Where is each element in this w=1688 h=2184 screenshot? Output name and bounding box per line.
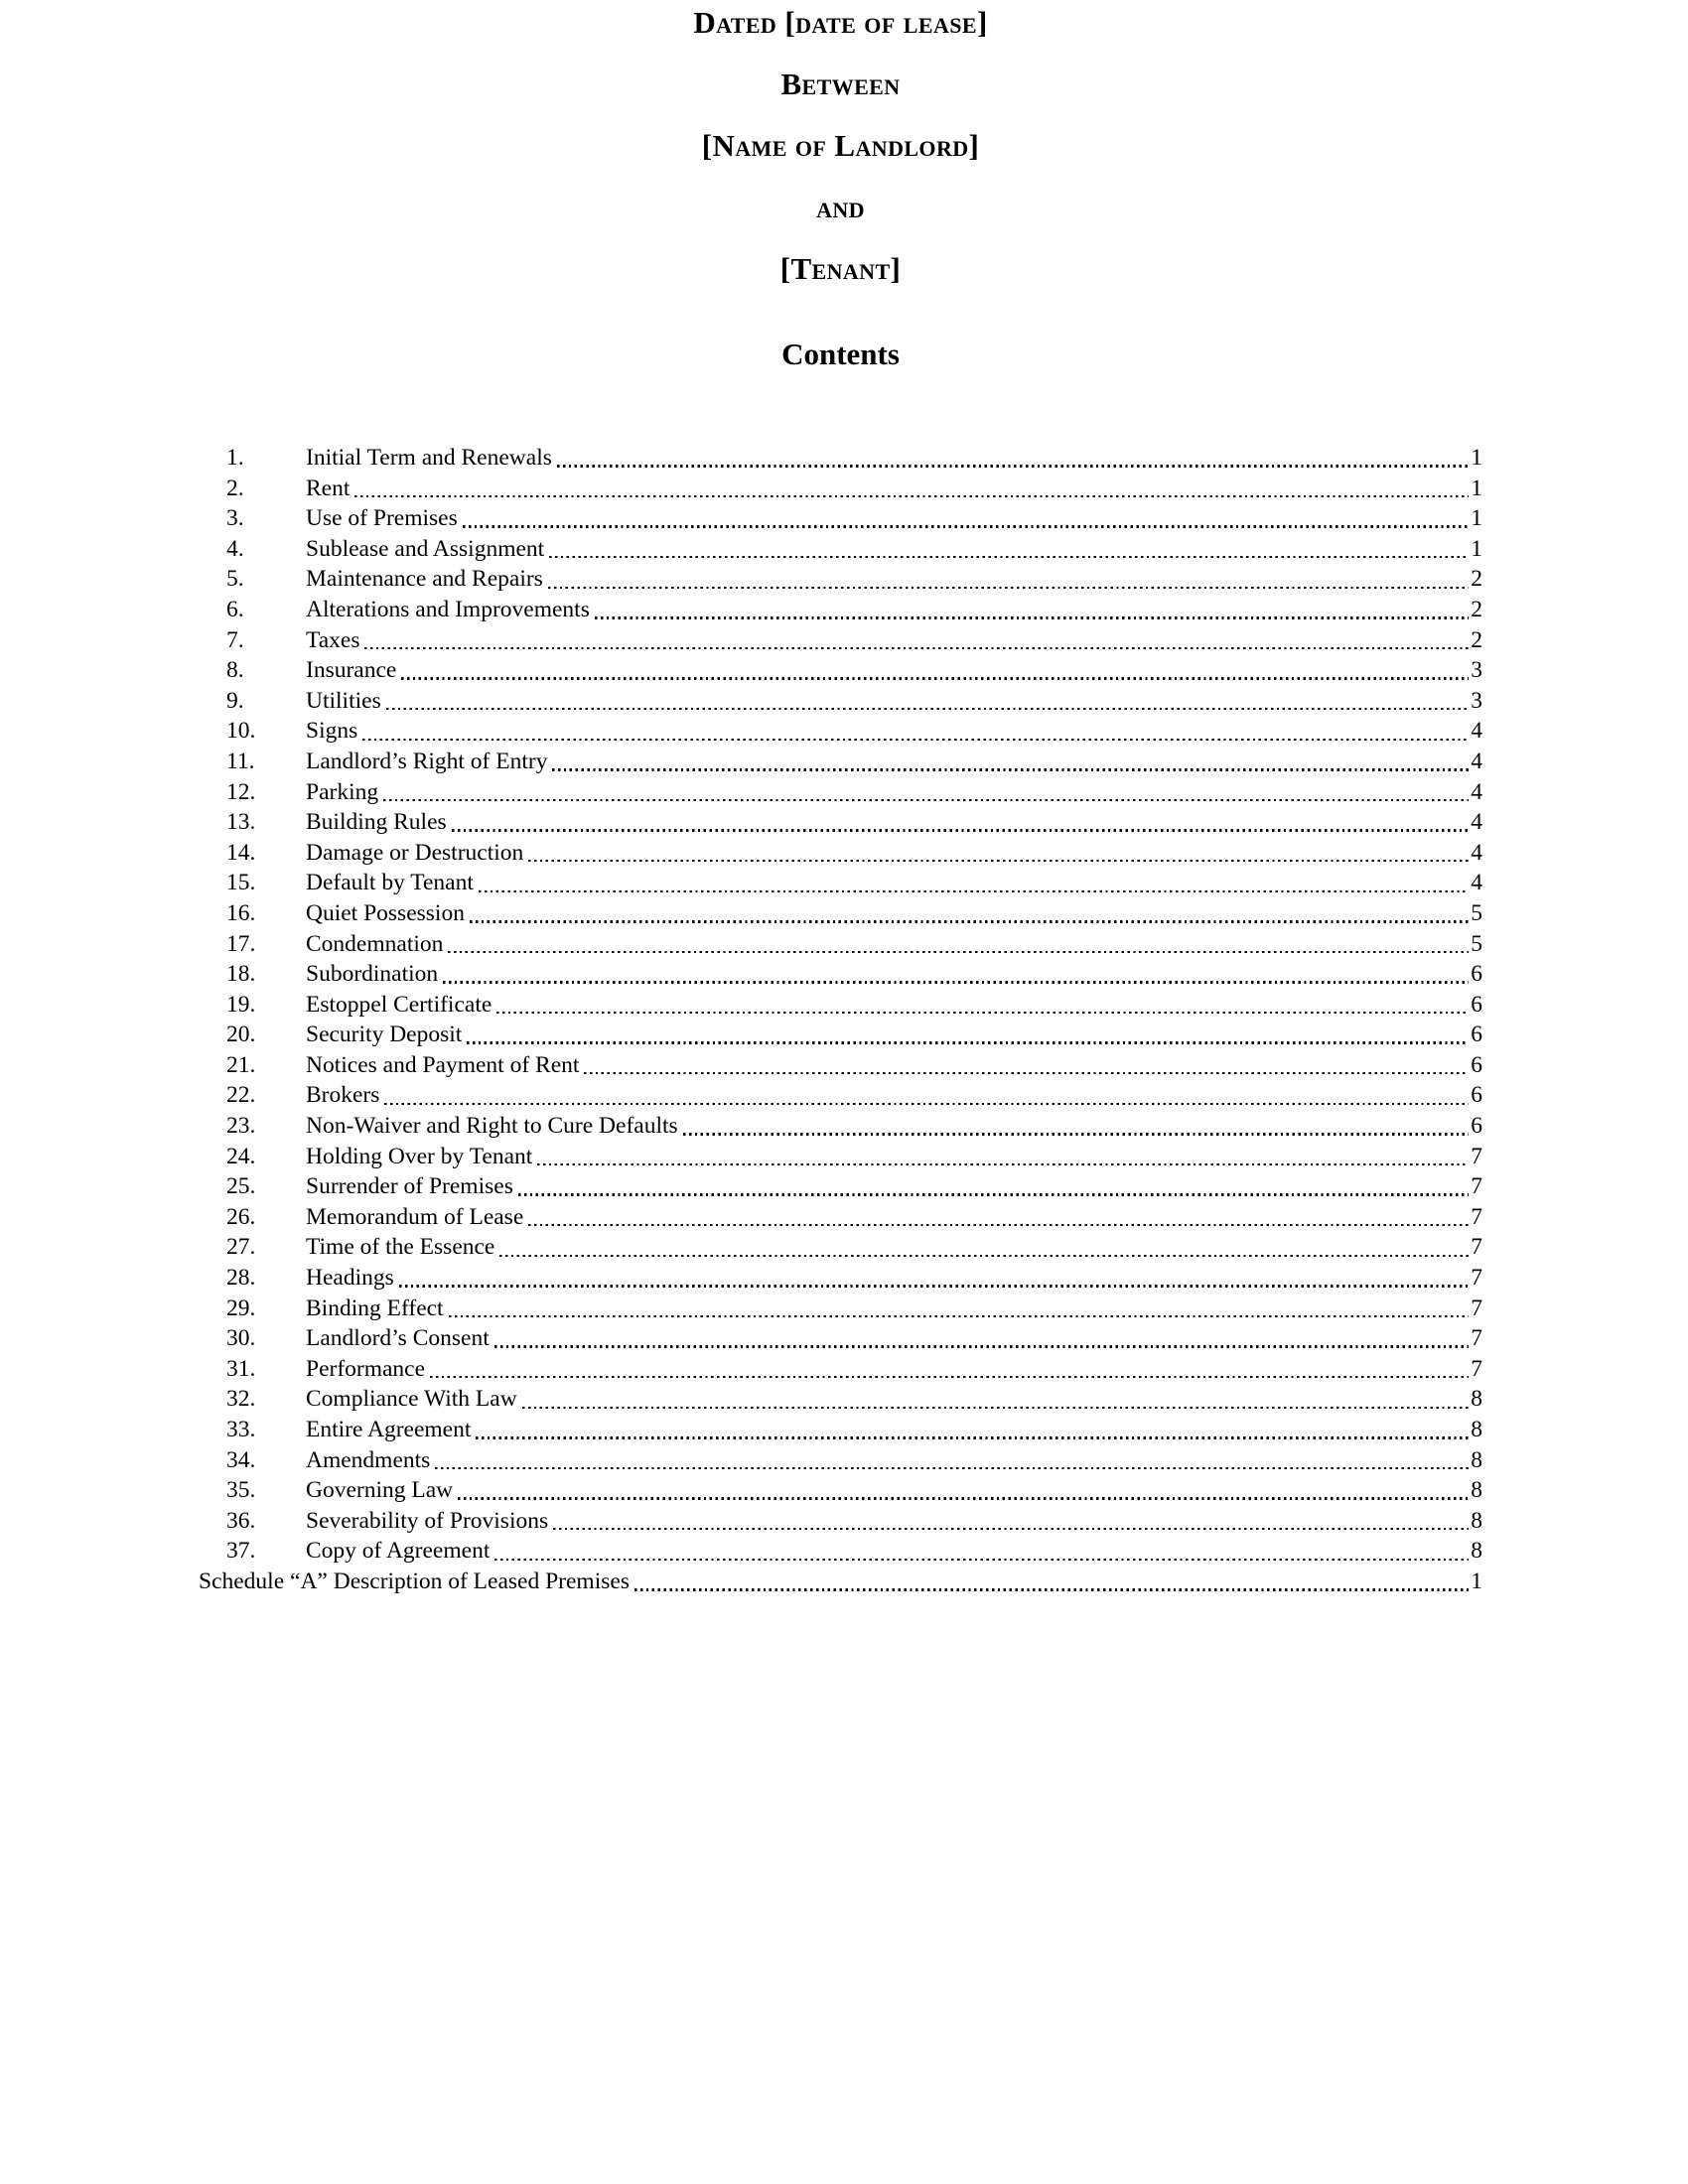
toc-item-page: 6 [1471,991,1482,1018]
toc-item-page: 7 [1471,1355,1482,1382]
dot-leader [522,1384,1470,1415]
toc-row [199,1294,1482,1324]
toc-item-number: 23. [226,1113,256,1140]
toc-item-title: Signs [306,718,358,745]
toc-item-page: 5 [1471,899,1482,926]
dot-leader [401,655,1469,686]
toc-item-title: Memorandum of Lease [306,1203,524,1230]
toc-row [199,1506,1482,1537]
toc-item-page: 4 [1471,839,1482,866]
toc-item-page: 8 [1471,1538,1482,1565]
toc-item-page: 8 [1471,1386,1482,1413]
dot-leader [435,1445,1469,1476]
dot-leader [548,564,1469,595]
toc-row [199,1050,1482,1081]
toc-row [199,1536,1482,1567]
landlord-line: [Name of Landlord] [701,128,980,163]
toc-item-number: 35. [226,1477,256,1504]
toc-item-number: 17. [226,930,256,957]
toc-item-page: 3 [1471,687,1482,714]
toc-item-number: 34. [226,1446,256,1473]
toc-item-number: 31. [226,1355,256,1382]
dot-leader [584,1050,1469,1081]
dot-leader [470,898,1469,929]
toc-item-page: 1 [1471,475,1482,501]
toc-item-number: 12. [226,778,256,805]
toc-item-title: Surrender of Premises [306,1173,513,1200]
dot-leader [448,929,1469,960]
toc-item-page: 1 [1471,535,1482,562]
dot-leader [518,1171,1469,1202]
toc-item-page: 2 [1471,596,1482,622]
dot-leader [476,1415,1469,1445]
toc-item-number: 4. [226,535,244,562]
and-line: and [816,190,865,224]
toc-row [199,747,1482,777]
toc-item-title: Security Deposit [306,1022,463,1048]
dot-leader [528,1202,1469,1233]
toc-item-number: 28. [226,1265,256,1292]
toc-item-page: 4 [1471,748,1482,774]
toc-item-page: 7 [1471,1295,1482,1321]
dated-line: Dated [date of lease] [693,5,988,40]
toc-item-page: 2 [1471,626,1482,653]
toc-item-page: 8 [1471,1507,1482,1534]
toc-item-number: 10. [226,718,256,745]
dot-leader [458,1475,1469,1506]
dot-leader [553,1506,1469,1537]
toc-item-title: Compliance With Law [306,1386,517,1413]
toc-row [199,595,1482,625]
toc-row-schedule [199,1567,1482,1597]
dot-leader [430,1354,1469,1385]
toc-item-number: 20. [226,1022,256,1048]
toc-item-title: Headings [306,1265,394,1292]
toc-item-number: 7. [226,626,244,653]
toc-item-number: 2. [226,475,244,501]
toc-row [199,898,1482,929]
toc-item-number: 22. [226,1082,256,1109]
toc-item-title: Insurance [306,657,397,684]
dot-leader [549,534,1469,565]
toc-row [199,1111,1482,1142]
toc-item-title: Governing Law [306,1477,454,1504]
toc-item-title: Notices and Payment of Rent [306,1051,580,1078]
tenant-line: [Tenant] [779,251,902,286]
toc-row [199,1020,1482,1050]
toc-item-page: 8 [1471,1446,1482,1473]
toc-item-title: Landlord’s Right of Entry [306,748,548,774]
toc-item-title: Entire Agreement [306,1417,472,1442]
toc-item-title: Parking [306,778,379,805]
toc-row [199,1323,1482,1354]
toc-item-page: 4 [1471,718,1482,745]
toc-item-page: 5 [1471,930,1482,957]
toc-item-page: 4 [1471,809,1482,836]
toc-item-number: 36. [226,1507,256,1534]
toc-item-title: Subordination [306,961,439,988]
toc-item-page: 7 [1471,1325,1482,1352]
contents-heading: Contents [781,337,900,371]
dot-leader [557,443,1469,474]
toc-item-number: 26. [226,1203,256,1230]
toc-item-title: Amendments [306,1446,431,1473]
toc-item-page: 1 [1471,445,1482,471]
toc-row [199,1384,1482,1415]
toc-item-title: Alterations and Improvements [306,596,590,622]
toc-item-number: 37. [226,1538,256,1565]
toc-row [199,807,1482,838]
toc-item-number: 9. [226,687,244,714]
toc-item-title: Quiet Possession [306,899,465,926]
toc-item-page: 8 [1471,1477,1482,1504]
toc-item-number: 33. [226,1417,256,1442]
toc-item-number: 24. [226,1143,256,1169]
dot-leader [467,1020,1469,1050]
dot-leader [528,838,1469,869]
toc-item-number: 27. [226,1234,256,1261]
toc-item-number: 8. [226,657,244,684]
toc-item-title: Non-Waiver and Right to Cure Defaults [306,1113,678,1140]
toc-row [199,655,1482,686]
toc-item-page: 1 [1471,505,1482,532]
toc-item-number: 15. [226,870,256,896]
toc-item-page: 6 [1471,1113,1482,1140]
toc-item-title: Sublease and Assignment [306,535,545,562]
dot-leader [383,777,1469,808]
dot-leader [494,1323,1470,1354]
toc-item-page: 7 [1471,1234,1482,1261]
toc-item-number: 21. [226,1051,256,1078]
toc-item-title: Condemnation [306,930,444,957]
toc-row [199,1415,1482,1445]
toc-row [199,990,1482,1021]
toc-row [199,1142,1482,1172]
toc-row [199,443,1482,474]
toc-item-page: 7 [1471,1203,1482,1230]
dot-leader [499,1232,1469,1263]
toc-item-number: 11. [226,748,255,774]
toc-item-page: 7 [1471,1143,1482,1169]
dot-leader [537,1142,1469,1172]
dot-leader [552,747,1469,777]
toc-item-number: 6. [226,596,244,622]
toc-item-title: Brokers [306,1082,380,1109]
toc-item-page: 4 [1471,870,1482,896]
toc-list [199,443,1482,1597]
toc-item-number: 14. [226,839,256,866]
toc-item-title: Utilities [306,687,381,714]
toc-item-title: Taxes [306,626,360,653]
toc-item-number: 30. [226,1325,256,1352]
toc-item-number: 19. [226,991,256,1018]
dot-leader [452,807,1470,838]
toc-item-number: 29. [226,1295,256,1321]
toc-item-title: Estoppel Certificate [306,991,492,1018]
toc-row [199,929,1482,960]
toc-item-number: 18. [226,961,256,988]
toc-item-title: Binding Effect [306,1295,444,1321]
toc-row [199,1202,1482,1233]
toc-item-title: Schedule “A” Description of Leased Premises [199,1568,630,1594]
toc-item-number: 32. [226,1386,256,1413]
dot-leader [683,1111,1470,1142]
toc-row [199,716,1482,747]
toc-item-title: Holding Over by Tenant [306,1143,533,1169]
toc-item-title: Severability of Provisions [306,1507,549,1534]
toc-item-number: 25. [226,1173,256,1200]
toc-row [199,503,1482,534]
dot-leader [494,1536,1469,1567]
dot-leader [449,1294,1470,1324]
toc-item-number: 3. [226,505,244,532]
toc-item-page: 6 [1471,1082,1482,1109]
dot-leader [362,716,1469,747]
dot-leader [354,474,1469,504]
toc-row [199,1080,1482,1111]
toc-row [199,777,1482,808]
toc-item-title: Performance [306,1355,426,1382]
dot-leader [496,990,1469,1021]
toc-row [199,625,1482,656]
toc-row [199,474,1482,504]
toc-row [199,959,1482,990]
toc-item-title: Building Rules [306,809,447,836]
toc-item-title: Initial Term and Renewals [306,445,552,471]
dot-leader [364,625,1469,656]
dot-leader [399,1263,1469,1294]
toc-row [199,686,1482,717]
toc-item-title: Rent [306,475,351,501]
title-block [199,6,1482,285]
toc-row [199,1263,1482,1294]
dot-leader [384,1080,1469,1111]
dot-leader [595,595,1469,625]
toc-row [199,868,1482,898]
toc-item-page: 6 [1471,961,1482,988]
toc-row [199,1232,1482,1263]
toc-item-title: Landlord’s Consent [306,1325,490,1352]
dot-leader [443,959,1469,990]
toc-row [199,1445,1482,1476]
toc-row [199,1354,1482,1385]
dot-leader [634,1567,1469,1597]
toc-row [199,534,1482,565]
toc-item-title: Damage or Destruction [306,839,524,866]
toc-item-title: Copy of Agreement [306,1538,491,1565]
toc-item-page: 7 [1471,1265,1482,1292]
toc-item-page: 7 [1471,1173,1482,1200]
toc-row [199,1171,1482,1202]
toc-item-number: 1. [226,445,244,471]
toc-item-page: 8 [1471,1417,1482,1442]
toc-item-number: 16. [226,899,256,926]
toc-item-number: 13. [226,809,256,836]
dot-leader [386,686,1470,717]
dot-leader [463,503,1470,534]
toc-item-title: Use of Premises [306,505,458,532]
toc-item-number: 5. [226,566,244,593]
toc-item-page: 6 [1471,1051,1482,1078]
toc-row [199,564,1482,595]
toc-row [199,1475,1482,1506]
toc-item-title: Time of the Essence [306,1234,495,1261]
toc-item-title: Default by Tenant [306,870,474,896]
dot-leader [479,868,1469,898]
toc-item-page: 6 [1471,1022,1482,1048]
toc-item-page: 1 [1471,1568,1482,1594]
toc-item-page: 4 [1471,778,1482,805]
toc-row [199,838,1482,869]
toc-item-title: Maintenance and Repairs [306,566,543,593]
between-line: Between [780,67,901,101]
toc-item-page: 3 [1471,657,1482,684]
toc-item-page: 2 [1471,566,1482,593]
